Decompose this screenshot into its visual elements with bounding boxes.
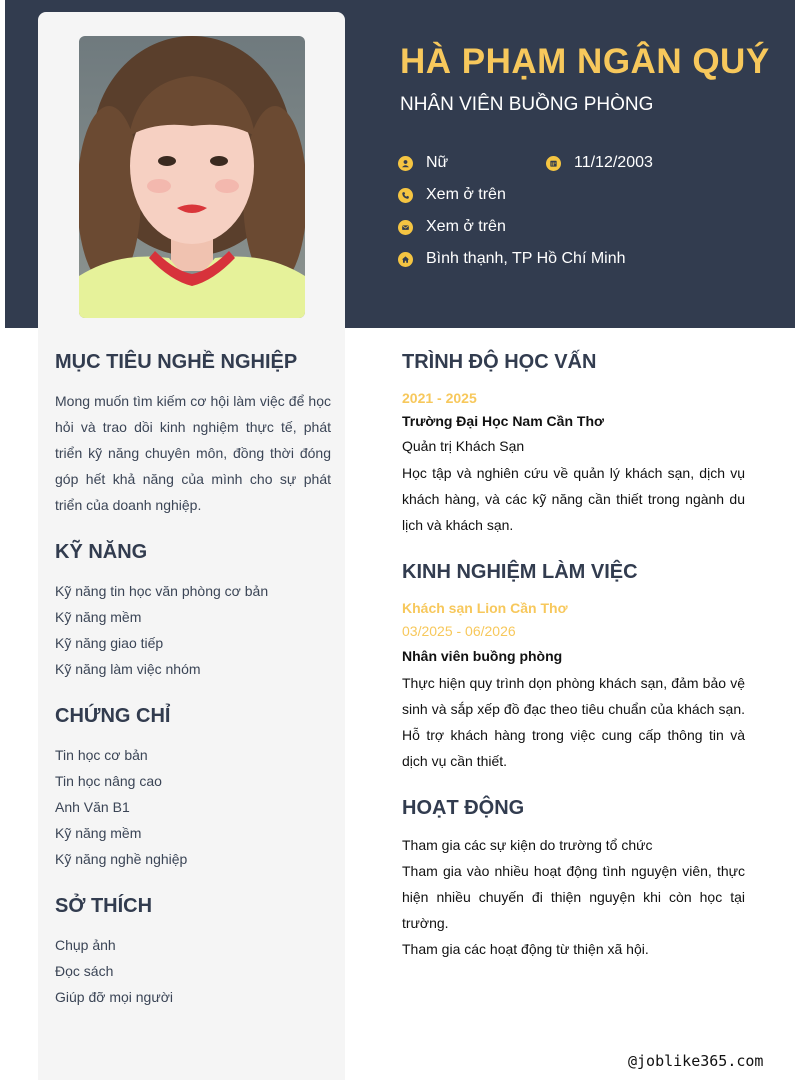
activities-list (402, 832, 745, 962)
calendar-icon (546, 156, 561, 171)
list-item: Kỹ năng nghề nghiệp (55, 851, 188, 867)
watermark: @joblike365.com (628, 1052, 764, 1070)
phone-icon (398, 188, 413, 203)
list-item: Kỹ năng mềm (55, 609, 142, 625)
list-item: Kỹ năng mềm (55, 825, 142, 841)
education-period: 2021 - 2025 (402, 390, 477, 406)
list-item: Tin học nâng cao (55, 773, 162, 789)
education-description: Học tập và nghiên cứu về quản lý khách sạn, dịch vụ khách hàng, và các kỹ năng cần thiết trong ngành du lịch và khách sạn. (402, 465, 745, 533)
email-text: Xem ở trên (426, 218, 506, 235)
certificates-title: CHỨNG CHỈ (55, 705, 171, 727)
education-major: Quản trị Khách Sạn (402, 438, 525, 454)
experience-description: Thực hiện quy trình dọn phòng khách sạn, đảm bảo vệ sinh và sắp xếp đồ đạc theo tiêu chuẩn của khách sạn. Hỗ trợ khách hàng trong việc cung cấp thông tin và dịch vụ cần thiết. (402, 675, 745, 769)
position-title: NHÂN VIÊN BUỒNG PHÒNG (400, 94, 654, 115)
certificates-list (55, 742, 331, 872)
experience-role: Nhân viên buồng phòng (402, 648, 563, 664)
list-item: Chụp ảnh (55, 937, 116, 953)
objective-text: Mong muốn tìm kiếm cơ hội làm việc để học hỏi và trao dồi kinh nghiệm thực tế, phát triển kỹ năng chuyên môn, đồng thời đóng góp hết khả năng của mình cho sự phát triển của doanh nghiệp. (55, 393, 331, 513)
skills-list (55, 578, 331, 682)
home-icon (398, 252, 413, 267)
contact-address (398, 250, 626, 268)
hobbies-list (55, 932, 331, 1010)
contact-phone (398, 186, 506, 204)
list-item: Tin học cơ bản (55, 747, 148, 763)
objective-title: MỤC TIÊU NGHỀ NGHIỆP (55, 351, 298, 373)
list-item: Kỹ năng giao tiếp (55, 635, 164, 651)
list-item: Anh Văn B1 (55, 799, 130, 815)
gender-text: Nữ (426, 154, 449, 171)
list-item: Giúp đỡ mọi người (55, 989, 174, 1005)
skills-title: KỸ NĂNG (55, 541, 148, 563)
list-item: Tham gia vào nhiều hoạt động tình nguyện viên, thực hiện nhiều chuyến đi thiện nguyện khi còn học tại trường. (402, 863, 745, 931)
user-icon (398, 156, 413, 171)
education-school: Trường Đại Học Nam Cần Thơ (402, 413, 604, 429)
phone-text: Xem ở trên (426, 186, 506, 203)
profile-photo (79, 36, 305, 318)
activities-title: HOẠT ĐỘNG (402, 797, 525, 819)
birthdate-text: 11/12/2003 (574, 154, 653, 171)
list-item: Kỹ năng làm việc nhóm (55, 661, 201, 677)
contact-birthdate (546, 154, 653, 172)
list-item: Đọc sách (55, 963, 114, 979)
mail-icon (398, 220, 413, 235)
list-item: Tham gia các sự kiện do trường tổ chức (402, 837, 653, 853)
address-text: Bình thạnh, TP Hồ Chí Minh (426, 250, 626, 267)
experience-title: KINH NGHIỆM LÀM VIỆC (402, 561, 638, 583)
education-title: TRÌNH ĐỘ HỌC VẤN (402, 351, 597, 373)
contact-email (398, 218, 506, 236)
experience-period: 03/2025 - 06/2026 (402, 623, 516, 639)
experience-company: Khách sạn Lion Cần Thơ (402, 600, 568, 616)
hobbies-title: SỞ THÍCH (55, 895, 153, 917)
candidate-name: HÀ PHẠM NGÂN QUÝ (400, 42, 770, 81)
list-item: Kỹ năng tin học văn phòng cơ bản (55, 583, 269, 599)
contact-gender (398, 154, 448, 172)
list-item: Tham gia các hoạt động từ thiện xã hội. (402, 941, 649, 957)
